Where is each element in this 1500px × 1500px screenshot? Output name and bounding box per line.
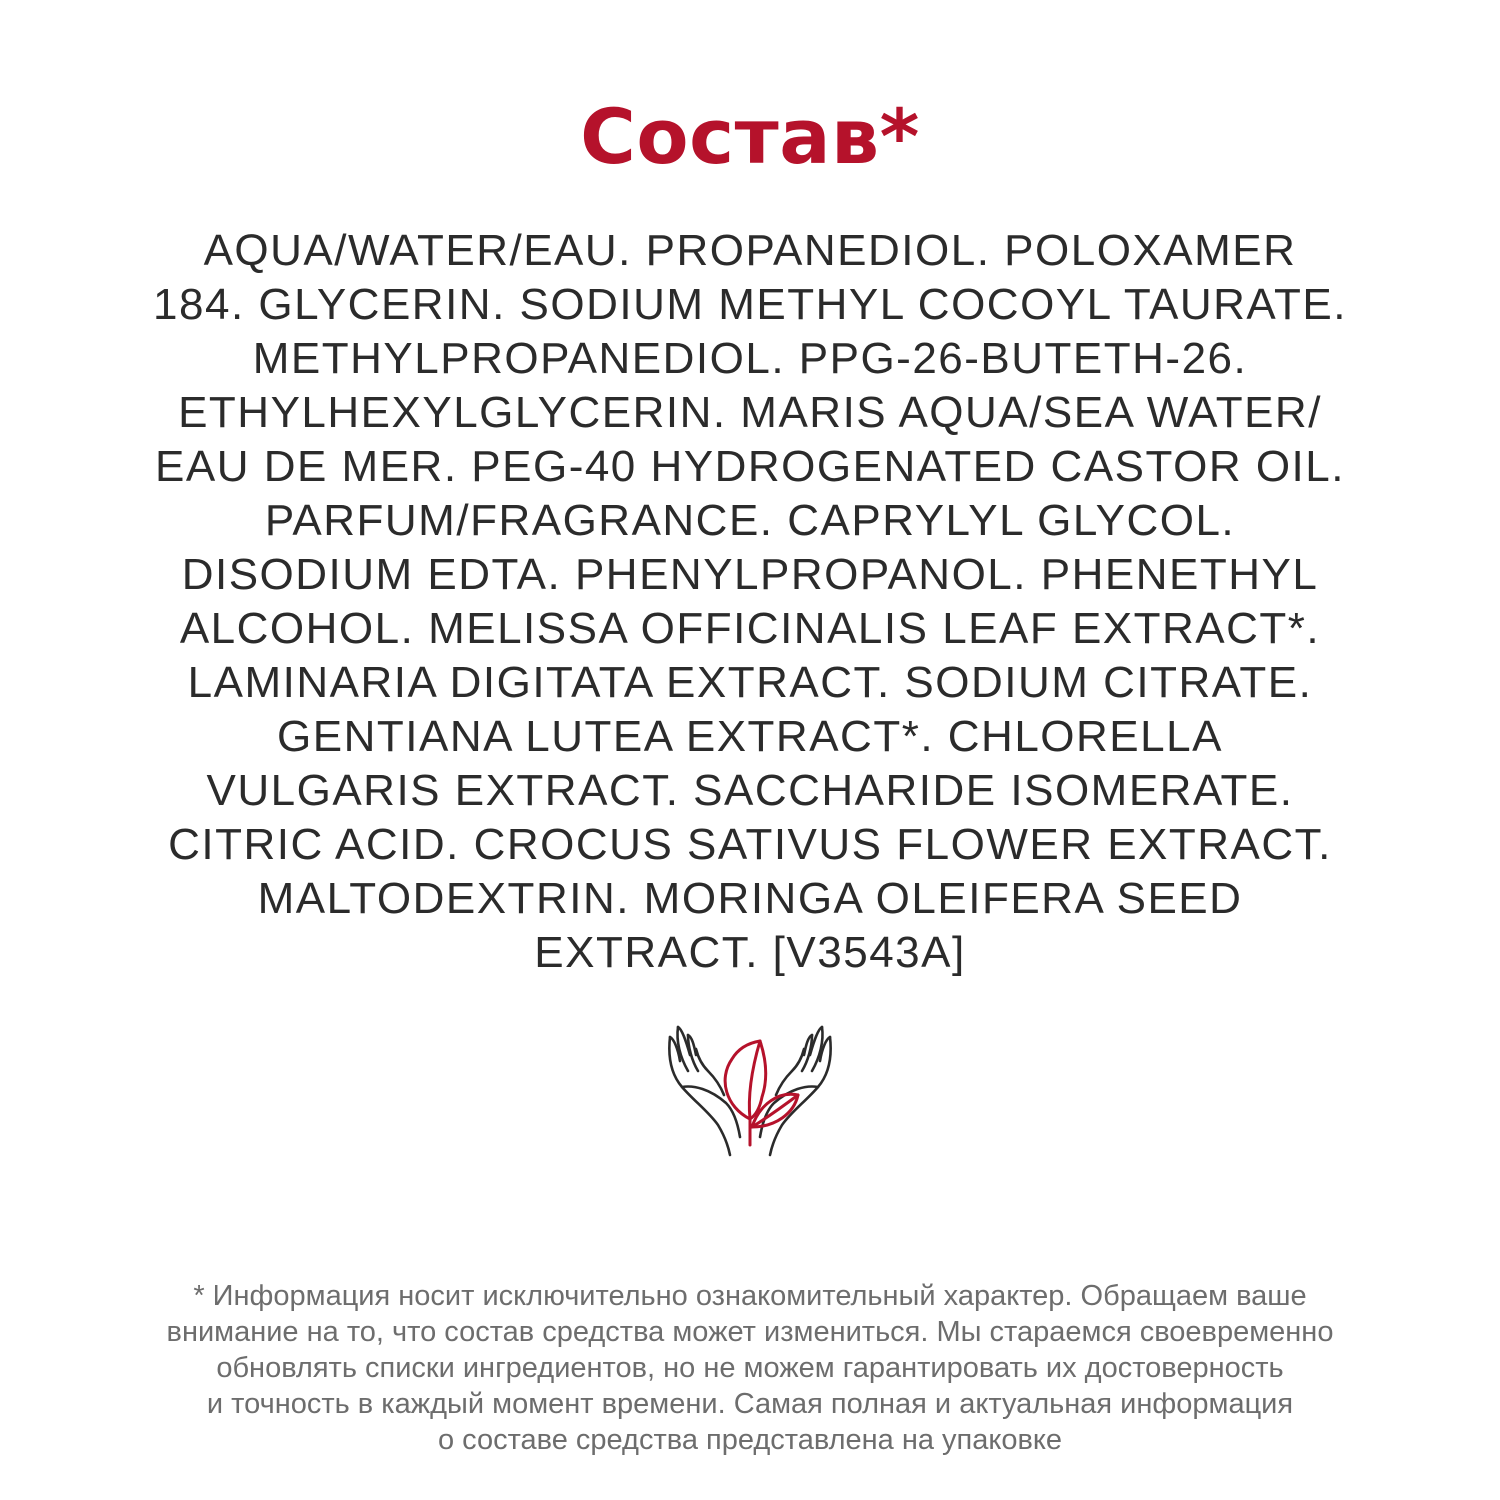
- footnote-line: обновлять списки ингредиентов, но не можем гарантировать их достоверность: [216, 1352, 1284, 1384]
- ingredients-line: METHYLPROPANEDIOL. PPG-26-BUTETH-26.: [252, 334, 1248, 383]
- footnote-line: * Информация носит исключительно ознакомительный характер. Обращаем ваше: [193, 1280, 1307, 1312]
- ingredients-line: ETHYLHEXYLGLYCERIN. MARIS AQUA/SEA WATER/: [178, 388, 1322, 437]
- ingredients-line: GENTIANA LUTEA EXTRACT*. CHLORELLA: [277, 712, 1223, 761]
- ingredients-line: DISODIUM EDTA. PHENYLPROPANOL. PHENETHYL: [181, 550, 1319, 599]
- ingredients-line: EAU DE MER. PEG-40 HYDROGENATED CASTOR OIL.: [155, 442, 1345, 491]
- ingredients-line: 184. GLYCERIN. SODIUM METHYL COCOYL TAURATE.: [153, 280, 1347, 329]
- footnote-line: и точность в каждый момент времени. Самая полная и актуальная информация: [206, 1388, 1294, 1420]
- ingredients-line: CITRIC ACID. CROCUS SATIVUS FLOWER EXTRACT.: [168, 820, 1332, 869]
- ingredients-line: EXTRACT. [V3543A]: [534, 928, 966, 977]
- ingredients-line: MALTODEXTRIN. MORINGA OLEIFERA SEED: [257, 874, 1243, 923]
- footnote-line: о составе средства представлена на упаковке: [437, 1424, 1063, 1456]
- ingredients-line: LAMINARIA DIGITATA EXTRACT. SODIUM CITRATE.: [187, 658, 1313, 707]
- ingredients-line: AQUA/WATER/EAU. PROPANEDIOL. POLOXAMER: [203, 226, 1297, 275]
- page-title: Состав*: [580, 92, 920, 181]
- ingredients-line: VULGARIS EXTRACT. SACCHARIDE ISOMERATE.: [206, 766, 1294, 815]
- ingredients-line: ALCOHOL. MELISSA OFFICINALIS LEAF EXTRACT*.: [179, 604, 1321, 653]
- disclaimer-footnote: [40, 1278, 1460, 1458]
- hands-holding-leaves-icon: [664, 1015, 836, 1157]
- footnote-line: внимание на то, что состав средства может измениться. Мы стараемся своевременно: [166, 1316, 1334, 1348]
- ingredients-line: PARFUM/FRAGRANCE. CAPRYLYL GLYCOL.: [264, 496, 1236, 545]
- ingredients-list: [100, 224, 1400, 980]
